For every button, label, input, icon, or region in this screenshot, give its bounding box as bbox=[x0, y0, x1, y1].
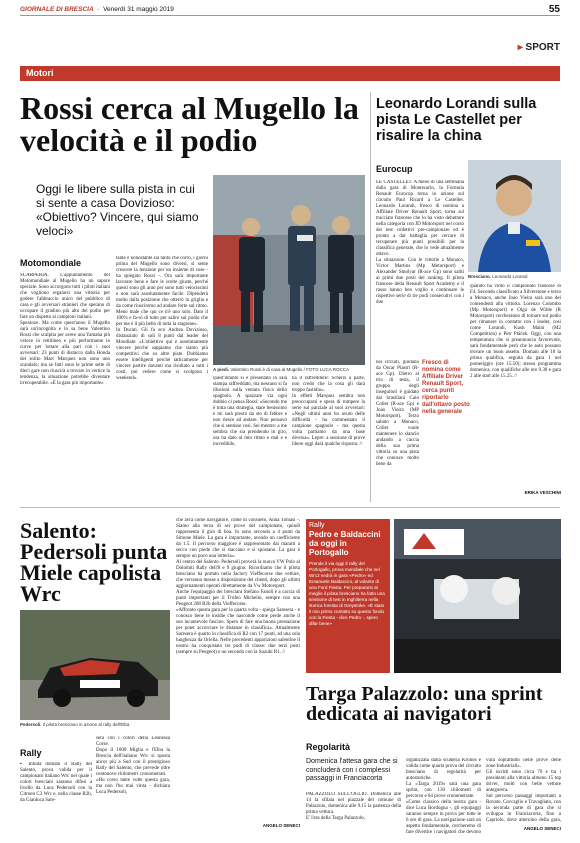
pedersoli-signature: ANGELO SENECI bbox=[262, 823, 300, 828]
rally-car-image bbox=[20, 610, 170, 720]
caption-lead: Bresciano. bbox=[468, 274, 492, 279]
targa-signature: ANGELO SENECI bbox=[523, 826, 561, 831]
targa-text-col3: vura soprattutto nelle prove delle zone Industriali». Gli iscritti sono circa 70 e tra i presidenti alla vittoria almeno 15 top driver, molti con belle vetture anteguerra. Sul percorso passaggi importanti a Rovato, Coccaglio e Travagliato, con la seconda parte di gara che si sviluppa in Franciacorta, fino a Capriolo, dove alternino della gara, bbox=[486, 758, 561, 823]
caption-lead: Pedersoli. bbox=[20, 722, 42, 727]
lorandi-text-col1b: nei circuiti, guidano da Oscar Piastri (R-ace Gp). Dietro al trio di testa, il gruppo degli inseguitori è guidato dai brasiliani Caio Collet (R-ace Gp) e Joao Vieira (MP Motorsport). Terzo sabato a Monaco, Collet vuole mantenere lo slancio andando a caccia della sua prima vittoria su una pista che conosce molto bene da bbox=[376, 360, 419, 467]
main-photo bbox=[213, 175, 365, 365]
lorandi-section-label: Eurocup bbox=[376, 164, 413, 174]
column-separator bbox=[370, 92, 371, 502]
page-number: 55 bbox=[548, 4, 560, 15]
main-photo-caption bbox=[213, 367, 365, 373]
lorandi-text-col1: LE CASTELLET. A meno di una settimana dalla gara di Montecarlo, la Formula Renault Eurocup torna in azione sul circuito Paul Ricard a Le Castellet. Leonardo Lorandi, fresco di nomina a Affiliate Driver Renault Sport, torna sul tracciato francese che lo ha visto debuttare nella categoria con JD Motorsport nel corso dei test collettivi pre-campionato ed è pronto a dar battaglia per cercare di recuperare più punti possibili per la classifica generale, che lo vede attualmente ottavo. La situazione. Con le vittorie a Monaco, Victor Martins (Mp Motorsport) e Alexander Smolyar (R-ace Gp) sono saliti ai primi due posti del ranking. Il pilota francese della Renault Sport Academy e il russo hanno ben voglio o continuare le rispettive serie di tre podi consecutivi con i due bbox=[376, 180, 464, 305]
targa-text-col2: organizzata dalla scuderia Kronos e valida come quarta prova del circuito bresciano di regolarità per autostoriche. La «Targa 2019» sarà una gara sprint, con 130 chilometri di percorso e 64 prove cronometrate. «Come classico della nostra gara - dice Luca Bordogna -, gli equipaggi saranno sempre in prova per tutte le 6 ore di gara. La navigazione sarà un aspetto fondamentale, cercheremo di fare divertire i navigatori che devono bbox=[406, 758, 481, 834]
main-text-col3: ha il raffreddore! Scherzi a parte, non credo che la cosa gli darà troppo fastidio». In effetti Marquez sembra non preoccuparsi e spera di rompere la serie sul parziale al suoi avversari: «Negli ultimi anni ho avuto delle difficoltà - ha commentato il campione spagnolo - ma questa volta partiamo da una base diversa». Lepre: a sessione di prove libere oggi darà qualche risposta. // bbox=[292, 376, 365, 447]
pedersoli-photo-caption bbox=[20, 722, 170, 728]
main-subtitle: Oggi le libere sulla pista in cui si sente a casa Dovizioso: «Obiettivo? Vincere, qui siamo veloci» bbox=[36, 182, 199, 238]
lorandi-pull-quote: Fresco di nomina come Affiliate Driver Renault Sport, cerca punti riportarlo dall'ottavo posto nella generale bbox=[422, 360, 470, 415]
section-bullet-icon: ▸ bbox=[517, 42, 523, 53]
main-text-col2b: quest'intanto si è presentato in sala stampa raffreddato, ma nessuno si fa illusioni sulla ventata fisica dello spagnolo. A spazzare via ogni dubbio ci pensa Rossi: «Secondo me è tutta una strategia, stare benissimo e mi sarà presto da sto di febbre e non riesce ad andare. Non pensavo che si sentisse così. Sei mentre: a me sembra che sia prendendo in giro, ora ha dato al mio ritmo e mal e e incredibile, bbox=[213, 376, 287, 447]
main-text-col2: tante e nonostante sia tanto che corro, i giorni prima del Mugello sono diversi, si sente crescere la tensione per un insieme di cose - ha spiegato Rossi -. Ora sarà importante lavorare bene e fare le scelte giuste, perché questi sono gli anni per sono tutti velocissimi e non sarà assolutamente facile. Dipenderà molto dalla posizione che otterrò in griglia e da come riusciremo ad andare forte sul ritmo. Meno male che qui ce n'è uno solo. Dato il 100% e fa-rò di tutto per salire sul podio che per me è il più bello di tutta la stagione». In Ducati. Gli fa eco Andrea Dovizioso, distanziato di soli 8 punti dal leader del Mondiale: «L'obiettivo qui è assolutamente vincere perché sappiamo che siamo più competitivi che su altre piste. Dobbiamo essere intelligenti perché tatticamente per vincere partire davanti ma risultato a tutti i costi, poi vedere come si svolgono i weekend». bbox=[116, 256, 208, 381]
main-section-label: Motomondiale bbox=[20, 258, 81, 268]
section-heading bbox=[518, 42, 560, 53]
section-title: SPORT bbox=[525, 42, 560, 53]
newspaper-name: GIORNALE DI BRESCIA bbox=[20, 6, 94, 13]
row-separator bbox=[20, 507, 560, 508]
lorandi-photo bbox=[468, 160, 561, 272]
targa-headline: Targa Palazzolo: una sprint dedicata ai navigatori bbox=[306, 683, 543, 725]
targa-subtitle: Domenica l'attesa gara che si concluderà con i complessi passaggi in Franciacorta bbox=[306, 758, 398, 782]
main-headline: Rossi cerca al Mugello la velocità e il podio bbox=[20, 90, 359, 158]
pedersoli-text-col1: ▪ Intinta domani il Rally del Salento, prova valida per il campionato italiano Wrc nel quale i colori bresciani saranno difesi a livello da Luca Pedersoli con la Citroen C3 Wrc e, nella classe R2b, da Gianluca Sare- bbox=[20, 762, 92, 803]
pedersoli-text-col2: sera con i colori della Leonessa Corse. Dopo il 1000 Miglia e l'Elba la Brescia dell'italiano Wrc si sposta ancor più a Sud con il prestigioso Rally del Salento, che prevede oltre centonove chilometri cronometrati. «Ho corso tante volte questa gara, ma non l'ho mai vinta - dichiara Luca Pedersoli, bbox=[96, 736, 170, 795]
main-text-col1: SCARPERIA. L'appuntamento del Motomondiale al Mugello ha un sapore speciale. Sono accorgono tutti i piloti italiani che vogliono regalarsi una vittoria per godere l'abbraccio unico del pubblico di casa e gli avversari stranieri che sperano di occupare il gradino più alto del podio per fare un dispetto ai campioni italiani. Speranze. Ma come quest'anno il Mugello sarà un'incognita e lo sa bene Valentino Rossi che scalpita per avere una Yamaha più veloce in rettilineo e più performante in curve per lottare alla pari con i suoi avversari: 23 punti di distacco dalla Honda del solito Marc Marquez non sono uno scandalo; ma se fatti sono le prime sette di dieci gare non riuscirà a trovare in vertice la tendenza, la situazione potrebbe diventare irrecuperabile. «È la gara più importante» bbox=[20, 273, 110, 386]
riders-walking-image bbox=[213, 175, 365, 365]
targa-section-label: Regolarità bbox=[306, 742, 351, 752]
issue-date: Venerdì 31 maggio 2019 bbox=[103, 6, 174, 13]
lorandi-headline: Leonardo Lorandi sulla pista Le Castellet per risalire la china bbox=[376, 96, 537, 144]
lorandi-text-col2: quando ha vinto il campionato francese di F4. Secondo classificato a Silverstone e terzo a Monaco, anche Joao Vieira sarà uno dei contendenti alla vittoria. Lorenzo Colombo (Mp Motorsport) e Olga de Wilde (R Motorsport) cercheranno di tornare sul podio per rimanere in contatto con i leader, così come Lorandi, Kush Maini (M2 Competition) e Petr Ptáček. Oggi, con una temperatura che si preannuncia favorevole, sarà fondamentale però che le auto possano trovare un buon assetto. Domani alle 10 la prima qualifica, seguita da gara 1 nel pomeriggio (ore 15.50); stesso programma domenica, con qualifiche alle ore 9.30 e gara 2 alle start alle 15.25. // bbox=[470, 284, 561, 379]
cockpit-photo bbox=[394, 519, 561, 673]
photo-credit: / FOTO LUCA ROCCA bbox=[303, 367, 350, 372]
rally-box-title: Pedro e Baldaccini da oggi in Portogallo bbox=[309, 530, 381, 557]
pedersoli-text-col3: che avrà come navigatore, come di consueto, Anna Tomasi -. Siamo alla terza di sei prove del campionato, quindi rappresenta il giro di boa. Io sono secondo a 4 punti da Simone Miele. La gara è importante, avendo un coefficiente da 1.5. Il percorso maggiore è rappresentato dai maratti a secco con piede che si staccano e si spostano. La gara è sempre un poco una lotteria». Al centro del Salento. Pedersoli proverà la nuova VW Polo al Dolomiti Rally dell'8 e 9 giugno. Ricordiamo che il pilota bresciano ha portato nella factory Vieffecorse due vetture, che verranno messe a disposizione dei clienti, dopo gli ultimi aggiornamenti operati direttamente da Vw Motorsport. Anche l'equipaggio dei bresciani Stefano Fanoli è a caccia di punti importanti per il Trofeo Michelin, sempre con una Peugeot 208 R2b della Vieffecorse. «Affronto questa gara per la quarta volta - spiega Saresera - e conosco bene le insidie che nasconde come perde anche il suo incantevole fascino. Spero di fare una buona prestazione per poter accorciare le distanze in classifica». Attualmente Saresera è quarto in classifica di R2 con 17 punti, ad una sola lunghezza da Oriella. Nelle precedenti apparizioni salentine il nostro ha conquistato tre podi di classe: due terzi posti (sempre su Peugeot) e un secondo con la Suzuki R1. // bbox=[176, 518, 300, 655]
rally-box-text: Prende il via oggi il rally del Portogallo, prova mondiale che nel Wrc2 vedrà in gara «Pedro» ed Emanuele Baldaccini, al volante di una Ford Fiesta. Per prepararsi al meglio il pilota bresciano ha fatto una sessione di test in Inghilterra nella storica foresta di Greystoke. «È stato il mio primo contatto su questo fondo con la Fiesta - dice Pedro -, spero difar bene» bbox=[309, 561, 385, 626]
caption-text: Il pilota bresciano in azione al rally dell'Elba bbox=[42, 722, 130, 727]
page-header: GIORNALE DI BRESCIA · Venerdì 31 maggio 2019 55 bbox=[20, 4, 560, 15]
pedersoli-headline: Salento: Pedersoli punta Miele capolista Wrc bbox=[20, 518, 168, 606]
rally-sidebar-box bbox=[306, 519, 390, 673]
caption-text: Valentino Rossi è di casa al Mugello bbox=[230, 367, 303, 372]
pedersoli-section-label: Rally bbox=[20, 748, 42, 758]
category-bar: Motori bbox=[20, 66, 560, 81]
caption-lead: A piedi. bbox=[213, 367, 230, 372]
lorandi-signature: ERIKA VESCHINI bbox=[524, 490, 561, 495]
lorandi-photo-caption bbox=[468, 274, 561, 280]
rally-cockpit-image bbox=[394, 519, 561, 673]
targa-text-col1: PALAZZOLO SULL'OGLIO. Domenica alle 14 la sfilata nel piazzale del comune di Palazzolo, domenica alle 9.15 la partenza della prima vettura. E' l'era della Targa Palazzolo, bbox=[306, 792, 401, 821]
caption-text: Leonardo Lorandi bbox=[492, 274, 528, 279]
lorandi-portrait-image bbox=[468, 160, 561, 272]
rally-box-label: Rally bbox=[309, 522, 325, 529]
pedersoli-photo bbox=[20, 610, 170, 720]
